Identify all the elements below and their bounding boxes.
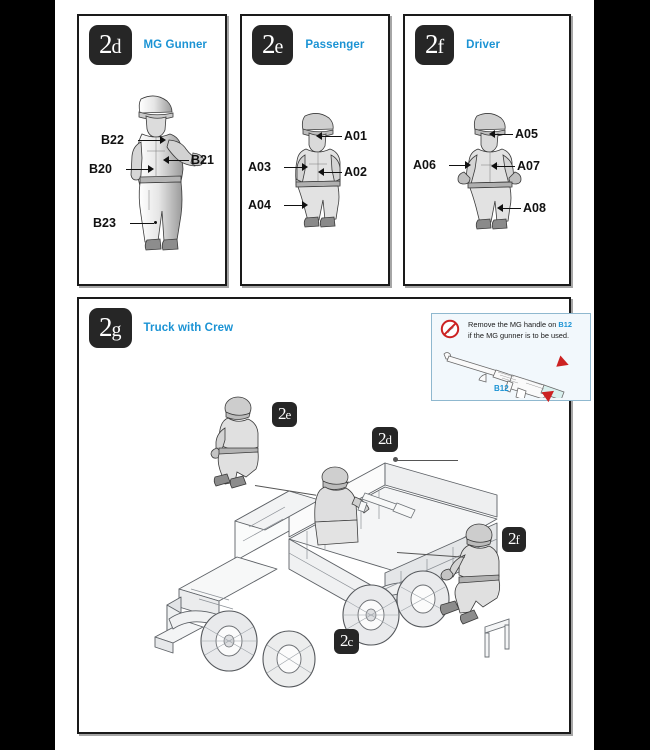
leader-line-B20 (126, 169, 148, 170)
leader-line-B23 (130, 223, 154, 224)
leader-arrow-A03 (302, 163, 308, 171)
leader-arrow-A05 (489, 130, 495, 138)
part-label-A01: A01 (344, 129, 367, 143)
panel-2d-header (89, 25, 207, 65)
panel-2f-header (415, 25, 500, 65)
leader-line-A05 (495, 134, 513, 135)
leader-arrow-A01 (316, 132, 322, 140)
mg-handle-part-illustration (438, 344, 588, 398)
part-label-A08: A08 (523, 201, 546, 215)
callout-dot-2d (393, 457, 398, 462)
step-badge-2f (415, 25, 454, 65)
part-label-A04: A04 (248, 198, 271, 212)
panel-2g-header (89, 308, 233, 348)
part-label-A02: A02 (344, 165, 367, 179)
badge-letter: f (437, 36, 445, 58)
mg-part-caption-b12: B12 (494, 384, 509, 393)
part-label-A06: A06 (413, 158, 436, 172)
note-line2: if the MG gunner is to be used. (468, 330, 570, 340)
badge-number: 2 (262, 29, 275, 59)
leader-line-A03 (284, 167, 302, 168)
part-label-B23: B23 (93, 216, 116, 230)
leader-line-A08 (503, 208, 521, 209)
badge-letter: f (515, 532, 520, 547)
leader-line-A04 (284, 205, 302, 206)
leader-line-B22 (138, 140, 160, 141)
part-label-B21: B21 (191, 153, 214, 167)
leader-arrow-B22 (160, 136, 166, 144)
mg-handle-note-box (431, 313, 591, 401)
step-badge-2e (252, 25, 293, 65)
panel-2d-title: MG Gunner (143, 39, 208, 51)
badge-letter: d (111, 36, 122, 58)
panel-2d-mg-gunner (77, 14, 227, 286)
note-line1-pre: Remove the MG handle on (468, 320, 559, 329)
callout-badge-2e (272, 402, 297, 427)
leader-line-A02 (324, 172, 342, 173)
badge-number: 2 (278, 404, 286, 423)
badge-number: 2 (99, 312, 112, 342)
callout-line-2d (396, 460, 458, 461)
panel-2e-header (252, 25, 364, 65)
leader-arrow-B20 (148, 165, 154, 173)
badge-number: 2 (378, 429, 386, 448)
panel-2e-passenger (240, 14, 390, 286)
badge-number: 2 (340, 631, 348, 650)
leader-line-B21 (169, 160, 189, 161)
badge-letter: d (385, 432, 392, 447)
leader-line-A06 (449, 165, 465, 166)
exploded-figure-passenger (201, 394, 267, 494)
panel-2g-title: Truck with Crew (143, 322, 234, 334)
leader-arrow-A08 (497, 204, 503, 212)
badge-letter: c (347, 634, 354, 649)
leader-arrow-B21 (163, 156, 169, 164)
panel-2f-driver (403, 14, 571, 286)
leader-arrow-A07 (491, 162, 497, 170)
leader-line-A07 (497, 166, 515, 167)
step-badge-2g (89, 308, 132, 348)
badge-letter: e (285, 407, 292, 422)
instruction-sheet-page (55, 0, 594, 750)
exploded-figure-driver (431, 521, 507, 629)
badge-letter: e (274, 36, 284, 58)
badge-number: 2 (425, 29, 438, 59)
leader-arrow-A02 (318, 168, 324, 176)
prohibition-icon (440, 319, 460, 339)
part-label-B22: B22 (101, 133, 124, 147)
part-label-A05: A05 (515, 127, 538, 141)
panel-2g-truck-with-crew (77, 297, 571, 734)
part-label-A07: A07 (517, 159, 540, 173)
badge-number: 2 (508, 529, 516, 548)
figure-mg-gunner (97, 91, 215, 256)
part-label-A03: A03 (248, 160, 271, 174)
mg-handle-note-text (468, 320, 586, 341)
panel-2e-title: Passenger (305, 39, 365, 51)
part-label-B20: B20 (89, 162, 112, 176)
step-badge-2d (89, 25, 132, 65)
callout-badge-2f (502, 527, 526, 552)
badge-letter: g (111, 319, 122, 341)
leader-arrow-A04 (302, 201, 308, 209)
badge-number: 2 (99, 29, 112, 59)
note-part-b12: B12 (558, 320, 572, 329)
leader-arrow-A06 (465, 161, 471, 169)
callout-badge-2c (334, 629, 359, 654)
panel-2f-title: Driver (466, 39, 501, 51)
callout-badge-2d (372, 427, 398, 452)
leader-dot-B23 (154, 221, 157, 224)
leader-line-A01 (322, 136, 342, 137)
